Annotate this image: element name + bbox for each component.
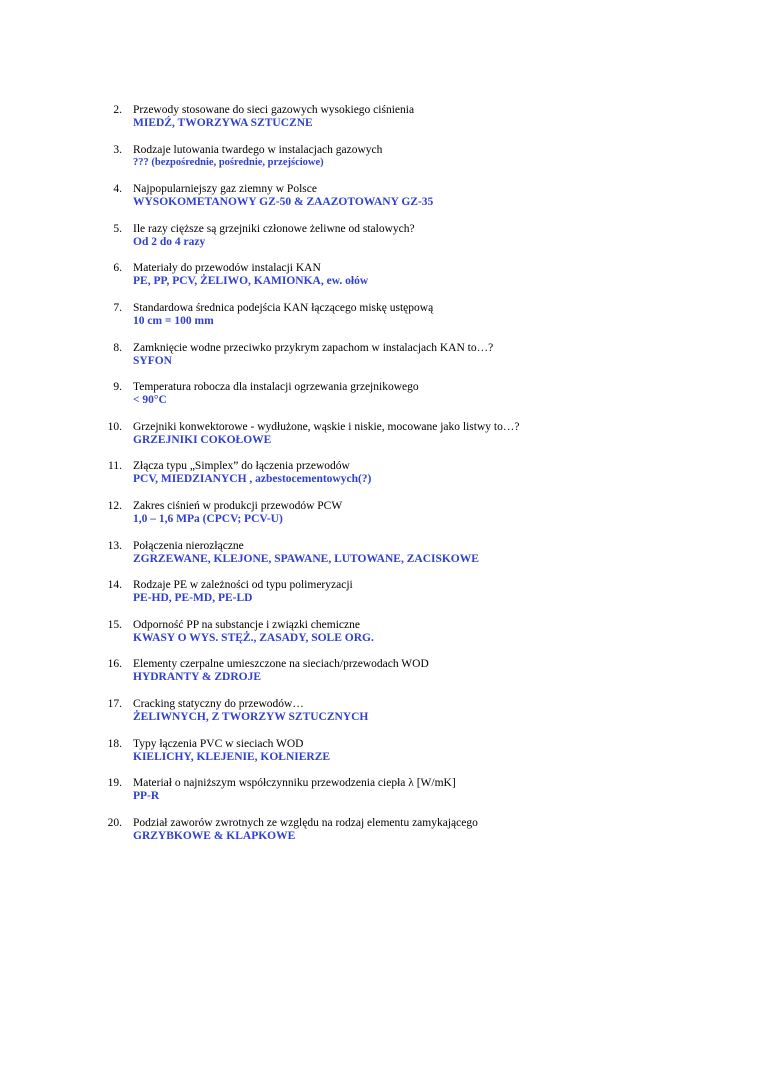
list-item [0,420,760,460]
list-item [0,816,760,856]
question-text: Grzejniki konwektorowe - wydłużone, wąskie i niskie, mocowane jako listwy to…? [133,420,520,433]
list-item [0,380,760,420]
item-number: 3. [113,143,122,156]
item-number: 16. [107,658,122,671]
list-item [0,618,760,658]
question-text: Rodzaje PE w zależności od typu polimeryzacji [133,579,353,592]
question-text: Połączenia nierozłączne [133,539,244,552]
question-text: Złącza typu „Simplex” do łączenia przewodów [133,460,350,473]
item-number: 2. [113,104,122,116]
answer-text: 10 cm = 100 mm [133,314,214,327]
item-number: 7. [113,301,122,314]
answer-text: ŻELIWNYCH, Z TWORZYW SZTUCZNYCH [133,710,369,723]
answer-text: < 90°C [133,394,167,407]
list-item [0,657,760,697]
answer-text: ZGRZEWANE, KLEJONE, SPAWANE, LUTOWANE, ZACISKOWE [133,552,479,565]
answer-text: SYFON [133,354,172,367]
item-number: 9. [113,381,122,394]
list-item [0,222,760,262]
item-number: 20. [107,816,122,829]
item-number: 15. [107,618,122,631]
item-number: 17. [107,697,122,710]
answer-text: GRZEJNIKI COKOŁOWE [133,433,272,446]
question-text: Temperatura robocza dla instalacji ogrzewania grzejnikowego [133,381,419,394]
answer-text: 1,0 – 1,6 MPa (CPCV; PCV-U) [133,512,283,525]
item-number: 4. [113,183,122,196]
question-text: Ile razy cięższe są grzejniki członowe żeliwne od stalowych? [133,222,415,235]
question-text: Materiał o najniższym współczynniku przewodzenia ciepła λ [W/mK] [133,777,456,790]
answer-text: WYSOKOMETANOWY GZ-50 & ZAAZOTOWANY GZ-35 [133,196,434,209]
list-item [0,182,760,222]
list-item [0,459,760,499]
answer-text: KWASY O WYS. STĘŻ., ZASADY, SOLE ORG. [133,631,374,644]
item-number: 10. [107,420,122,433]
list-item [0,539,760,579]
answer-text: GRZYBKOWE & KLAPKOWE [133,829,296,842]
answer-text: HYDRANTY & ZDROJE [133,671,261,684]
question-text: Standardowa średnica podejścia KAN łączącego miskę ustępową [133,301,434,314]
answer-text: Od 2 do 4 razy [133,235,206,248]
list-item [0,499,760,539]
list-item [0,261,760,301]
question-text: Przewody stosowane do sieci gazowych wysokiego ciśnienia [133,104,415,116]
question-text: Najpopularniejszy gaz ziemny w Polsce [133,183,317,196]
list-item [0,697,760,737]
item-number: 14. [107,579,122,592]
list-item [0,776,760,816]
question-text: Cracking statyczny do przewodów… [133,697,304,710]
question-text: Odporność PP na substancje i związki chemiczne [133,618,360,631]
item-number: 11. [108,460,122,473]
answer-text: KIELICHY, KLEJENIE, KOŁNIERZE [133,750,331,763]
answer-text: ??? (bezpośrednie, pośrednie, przejściowe) [133,156,324,168]
question-text: Zamknięcie wodne przeciwko przykrym zapachom w instalacjach KAN to…? [133,341,494,354]
item-number: 12. [107,499,122,512]
list-item [0,103,760,143]
question-text: Elementy czerpalne umieszczone na sieciach/przewodach WOD [133,658,429,671]
question-text: Podział zaworów zwrotnych ze względu na rodzaj elementu zamykającego [133,816,478,829]
question-text: Rodzaje lutowania twardego w instalacjach gazowych [133,143,383,156]
question-text: Zakres ciśnień w produkcji przewodów PCW [133,499,343,512]
answer-text: MIEDŹ, TWORZYWA SZTUCZNE [133,117,313,129]
list-item [0,578,760,618]
item-number: 18. [107,737,122,750]
item-number: 8. [113,341,122,354]
question-text: Typy łączenia PVC w sieciach WOD [133,737,304,750]
answer-text: PE, PP, PCV, ŻELIWO, KAMIONKA, ew. ołów [133,275,369,288]
item-number: 6. [113,262,122,275]
list-item [0,301,760,341]
item-number: 5. [113,222,122,235]
answer-text: PCV, MIEDZIANYCH , azbestocementowych(?) [133,473,372,486]
item-number: 19. [107,777,122,790]
list-item [0,341,760,381]
question-text: Materiały do przewodów instalacji KAN [133,262,321,275]
question-list [0,103,760,855]
list-item [0,143,760,183]
answer-text: PP-R [133,790,160,803]
answer-text: PE-HD, PE-MD, PE-LD [133,592,253,605]
item-number: 13. [107,539,122,552]
list-item [0,737,760,777]
